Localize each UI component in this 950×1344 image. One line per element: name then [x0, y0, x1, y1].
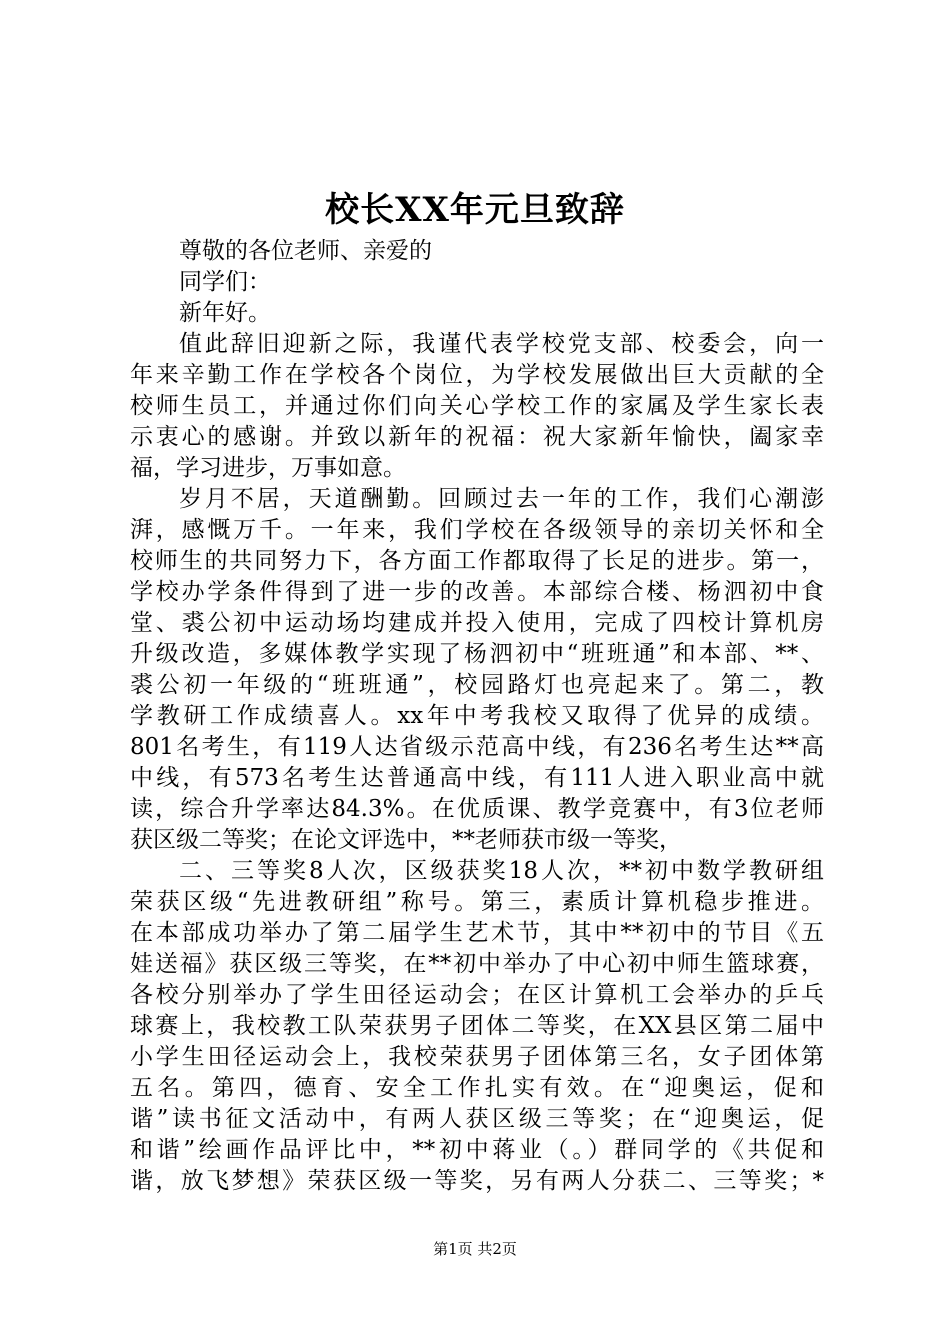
text-line: 五名。第四，德育、安全工作扎实有效。在“迎奥运，促和 [130, 1075, 824, 1101]
text-line: 堂、裘公初中运动场均建成并投入使用，完成了四校计算机房 [130, 610, 824, 636]
text-line: 年来辛勤工作在学校各个岗位，为学校发展做出巨大贡献的全 [130, 362, 824, 388]
text-line: 球赛上，我校教工队荣获男子团体二等奖，在XX县区第二届中 [130, 1013, 824, 1039]
text-line: 同学们： [179, 269, 271, 295]
text-line: 小学生田径运动会上，我校荣获男子团体第三名，女子团体第 [130, 1044, 824, 1070]
text-line: 校师生员工，并通过你们向关心学校工作的家属及学生家长表 [130, 393, 824, 419]
document-title: 校长XX年元旦致辞 [325, 190, 625, 230]
text-line: 谐，放飞梦想》荣获区级一等奖，另有两人分获二、三等奖；* [130, 1168, 824, 1194]
text-line: 校师生的共同努力下，各方面工作都取得了长足的进步。第一， [130, 548, 824, 574]
text-line: 新年好。 [179, 300, 271, 326]
text-line: 裘公初一年级的“班班通”，校园路灯也亮起来了。第二，教 [130, 672, 824, 698]
text-line: 尊敬的各位老师、亲爱的 [179, 238, 432, 264]
text-line: 801名考生，有119人达省级示范高中线，有236名考生达**高 [130, 734, 824, 760]
page-number-footer: 第1页 共2页 [433, 1240, 517, 1258]
text-line: 示衷心的感谢。并致以新年的祝福：祝大家新年愉快，阖家幸 [130, 424, 824, 450]
text-line: 谐”读书征文活动中，有两人获区级三等奖；在“迎奥运，促 [130, 1106, 824, 1132]
text-line: 和谐”绘画作品评比中，**初中蒋业（。）群同学的《共促和 [130, 1137, 824, 1163]
text-line: 岁月不居，天道酬勤。回顾过去一年的工作，我们心潮澎 [179, 486, 824, 512]
text-line: 学校办学条件得到了进一步的改善。本部综合楼、杨泗初中食 [130, 579, 824, 605]
text-line: 湃，感慨万千。一年来，我们学校在各级领导的亲切关怀和全 [130, 517, 824, 543]
text-line: 值此辞旧迎新之际，我谨代表学校党支部、校委会，向一 [179, 331, 824, 357]
text-line: 荣获区级“先进教研组”称号。第三，素质计算机稳步推进。 [130, 889, 824, 915]
text-line: 福，学习进步，万事如意。 [130, 455, 406, 481]
text-line: 二、三等奖8人次，区级获奖18人次，**初中数学教研组 [179, 858, 824, 884]
text-line: 学教研工作成绩喜人。xx年中考我校又取得了优异的成绩。 [130, 703, 824, 729]
text-line: 获区级二等奖；在论文评选中，**老师获市级一等奖， [130, 827, 682, 853]
text-line: 中线，有573名考生达普通高中线，有111人进入职业高中就 [130, 765, 824, 791]
document-body [130, 236, 824, 1197]
text-line: 在本部成功举办了第二届学生艺术节，其中**初中的节目《五 [130, 920, 824, 946]
text-line: 升级改造，多媒体教学实现了杨泗初中“班班通”和本部、**、 [130, 641, 824, 667]
text-line: 各校分别举办了学生田径运动会；在区计算机工会举办的乒乓 [130, 982, 824, 1008]
text-line: 娃送福》获区级三等奖，在**初中举办了中心初中师生篮球赛， [130, 951, 824, 977]
text-line: 读，综合升学率达84.3%。在优质课、教学竞赛中，有3位老师 [130, 796, 824, 822]
